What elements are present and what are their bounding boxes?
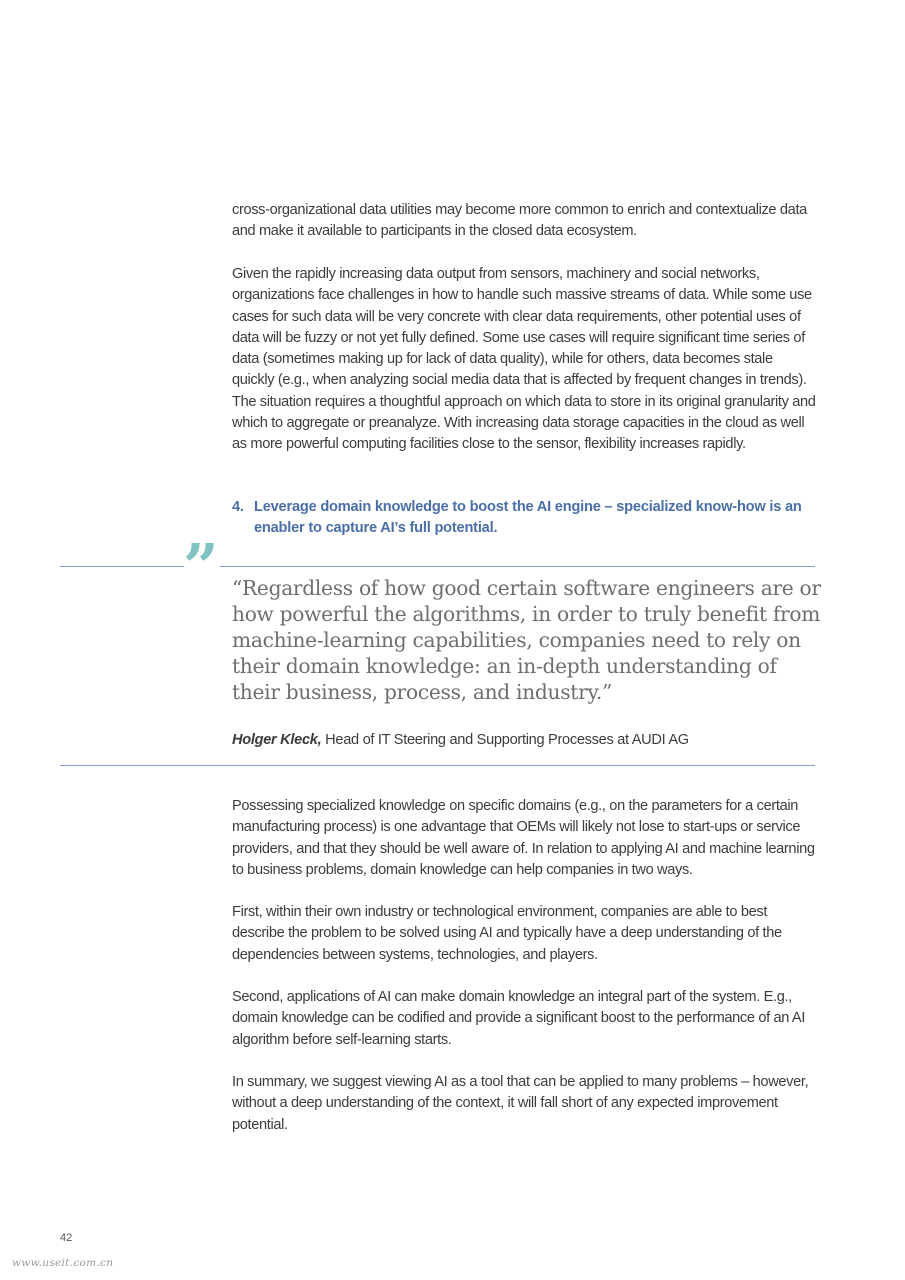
paragraph-specialized-knowledge: Possessing specialized knowledge on specific domains (e.g., on the parameters for a certain manufacturing process) is one advantage that OEMs will likely not lose to start-ups or service providers, and that they should be well aware of. In relation to applying AI and machine learning to business problems, domain knowledge can help companies in two ways. [232, 798, 815, 878]
quote-author: Holger Kleck, [232, 732, 322, 748]
quote-bottom-rule [60, 765, 815, 766]
paragraph-second-way: Second, applications of AI can make domain knowledge an integral part of the system. E.g., domain knowledge can be codified and provide a significant boost to the performance of an AI algorithm before self-learning starts. [232, 989, 806, 1048]
paragraph-data-output: Given the rapidly increasing data output from sensors, machinery and social networks, organizations face challenges in how to handle such massive streams of data. While some use cases for such data will be very concrete with clear data requirements, other potential uses of data will be fuzzy or not yet fully defined. Some use cases will require significant time series of data (sometimes making up for lack of data quality), while for others, data becomes stale quickly (e.g., when analyzing social media data that is affected by frequent changes in trends). The situation requires a thoughtful approach on which data to store in its original granularity and which to aggregate or preanalyze. With increasing data storage capacities in the cloud as well as more powerful computing facilities close to the sensor, flexibility increases rapidly. [232, 266, 816, 453]
paragraph-summary: In summary, we suggest viewing AI as a tool that can be applied to many problems – however, without a deep understanding of the context, it will fall short of any expected improvement potential. [232, 1074, 809, 1133]
quote-top-rule-right [220, 566, 815, 567]
pull-quote: “Regardless of how good certain software engineers are or how powerful the algorithms, in order to truly benefit from machine-learning capabilities, companies need to rely on their domain knowledge: an in-depth understanding of their business, process, and industry.” [232, 576, 821, 704]
numbered-heading-number: 4. [232, 499, 244, 515]
page-number: 42 [60, 1232, 73, 1244]
quote-mark-icon: ” [183, 530, 216, 603]
quote-top-rule-left [60, 566, 184, 567]
paragraph-intro: cross-organizational data utilities may become more common to enrich and contextualize data and make it available to participants in the closed data ecosystem. [232, 202, 807, 240]
quote-author-role: Head of IT Steering and Supporting Processes at AUDI AG [325, 732, 689, 748]
paragraph-first-way: First, within their own industry or technological environment, companies are able to best describe the problem to be solved using AI and typically have a deep understanding of the dependencies between systems, technologies, and players. [232, 904, 782, 963]
watermark: www.useit.com.cn [12, 1257, 114, 1269]
numbered-heading [232, 497, 816, 540]
numbered-heading-text: Leverage domain knowledge to boost the AI engine – specialized know-how is an enabler to capture AI’s full potential. [254, 499, 802, 537]
quote-attribution [232, 730, 816, 751]
